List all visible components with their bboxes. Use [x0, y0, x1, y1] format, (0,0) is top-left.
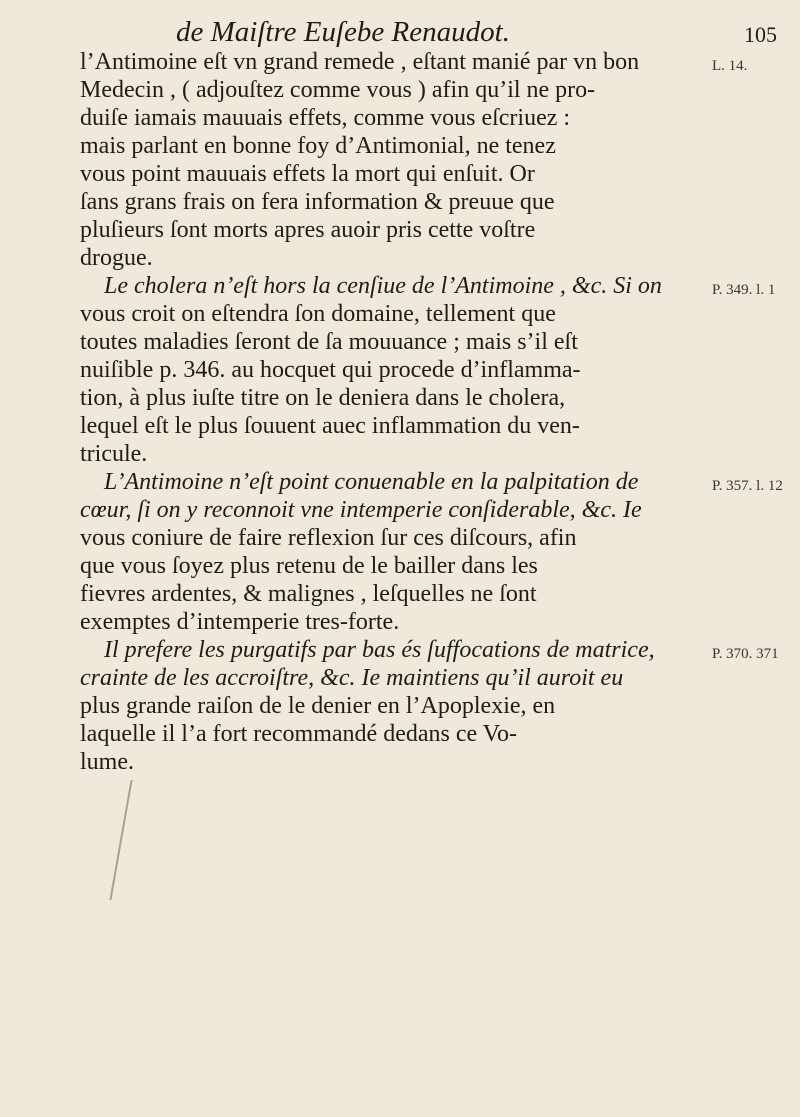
text-line: pluſieurs ſont morts apres auoir pris cette voſtre — [80, 217, 536, 243]
text-line: toutes maladies ſeront de ſa mouuance ; mais s’il eſt — [80, 329, 578, 355]
text-line: que vous ſoyez plus retenu de le bailler dans les — [80, 553, 538, 579]
text-line: laquelle il l’a fort recommandé dedans ce Vo- — [80, 721, 517, 747]
ink-mark — [109, 780, 192, 900]
text-line: ſans grans frais on fera information & preuue que — [80, 189, 555, 215]
text-line: l’Antimoine eſt vn grand remede , eſtant manié par vn bon — [80, 49, 640, 75]
text-line: lume. — [80, 749, 134, 775]
text-line: mais parlant en bonne foy d’Antimonial, ne tenez — [80, 133, 556, 159]
text-line: nuiſible p. 346. au hocquet qui procede d’inflamma- — [80, 357, 581, 383]
text-line: tricule. — [80, 441, 148, 467]
text-line: Medecin , ( adjouſtez comme vous ) afin qu’il ne pro- — [80, 77, 596, 103]
text-line: exemptes d’intemperie tres-forte. — [80, 609, 400, 635]
margin-note: P. 349. l. 1 — [712, 282, 776, 298]
section-heading-palpitation: L’Antimoine n’eſt point conuenable en la palpitation de — [104, 469, 639, 495]
page-number: 105 — [744, 22, 777, 47]
text-line: cœur, ſi on y reconnoit vne intemperie conſiderable, &c. Ie — [80, 497, 642, 523]
text-line: drogue. — [80, 245, 153, 271]
text-line: vous coniure de faire reflexion ſur ces diſcours, afin — [80, 525, 577, 551]
section-heading-purgatifs: Il prefere les purgatifs par bas és ſuffocations de matrice, — [104, 637, 655, 663]
text-line: lequel eſt le plus ſouuent auec inflammation du ven- — [80, 413, 580, 439]
margin-note: L. 14. — [712, 58, 748, 74]
text-line: vous croit on eſtendra ſon domaine, tellement que — [80, 301, 556, 327]
text-line: vous point mauuais effets la mort qui enſuit. Or — [80, 161, 535, 187]
section-heading-cholera: Le cholera n’eſt hors la cenſiue de l’Antimoine , &c. Si on — [104, 273, 662, 299]
text-line: plus grande raiſon de le denier en l’Apoplexie, en — [80, 693, 556, 719]
text-line: tion, à plus iuſte titre on le deniera dans le cholera, — [80, 385, 566, 411]
text-line: duiſe iamais mauuais effets, comme vous eſcriuez : — [80, 105, 571, 131]
margin-note: P. 370. 371 — [712, 646, 779, 662]
text-line: crainte de les accroiſtre, &c. Ie maintiens qu’il auroit eu — [80, 665, 624, 691]
margin-note: P. 357. l. 12 — [712, 478, 783, 494]
text-line: fievres ardentes, & malignes , leſquelles ne ſont — [80, 581, 537, 607]
running-head: de Maiſtre Euſebe Renaudot. — [176, 16, 510, 48]
